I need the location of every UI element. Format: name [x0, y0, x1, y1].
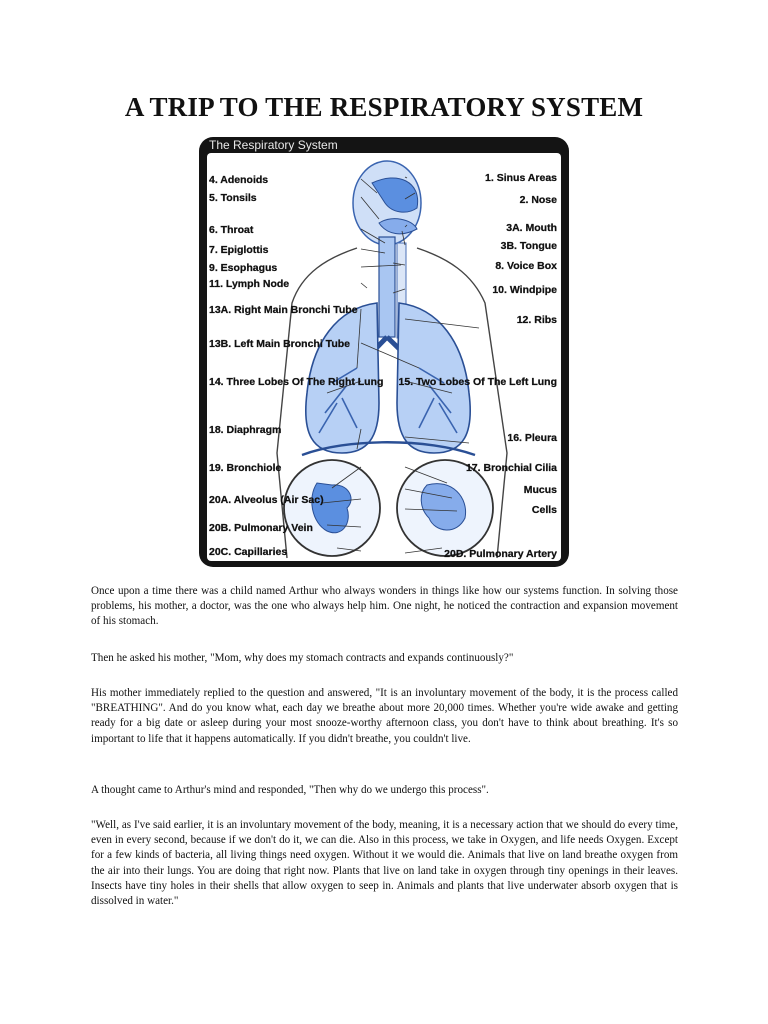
- figure-canvas: [207, 153, 561, 561]
- right-diagram-label-11: Cells: [531, 504, 557, 516]
- paragraph-answer: His mother immediately replied to the question and answered, "It is an involuntary movement of the body, it is the process called "BREATHING". And do you know what, each day we breathe about more 20,000 times. Whether you're wide awake and getting ready for a big date or asleep during your most snooze-worthy afternoon class, you don't have to think about breathing. It's so important to life that it happens automatically. If you didn't breathe, you couldn't live.: [91, 687, 678, 745]
- paragraph-question: Then he asked his mother, "Mom, why does my stomach contracts and expands continuously?": [91, 652, 514, 664]
- left-diagram-label-12: 20B. Pulmonary Vein: [209, 522, 313, 534]
- figure-header: The Respiratory System: [209, 138, 338, 152]
- respiratory-diagram-figure: [199, 137, 569, 567]
- right-diagram-label-1: 2. Nose: [519, 194, 557, 206]
- left-diagram-label-2: 6. Throat: [209, 224, 254, 236]
- left-diagram-label-8: 14. Three Lobes Of The Right Lung: [209, 376, 384, 388]
- left-diagram-label-13: 20C. Capillaries: [209, 546, 288, 558]
- right-diagram-label-4: 8. Voice Box: [495, 260, 557, 272]
- left-diagram-label-0: 4. Adenoids: [209, 174, 269, 186]
- paragraph-explanation: "Well, as I've said earlier, it is an involuntary movement of the body, meaning, it is a necessary action that we should do every time, even in every second, because if we don't do it, we can die. Also in this process, we take in Oxygen, and life needs Oxygen. Except for a few kinds of bacteria, all living things need oxygen. Without it we would die. Animals that live on land breathe oxygen from the air into their lungs. You are doing that right now. Plants that live on land take in oxygen through tiny openings in their leaves. Insects have tiny holes in their shells that allow oxygen to seep in. Animals and plants that live underwater absorb oxygen that is dissolved in water.": [91, 819, 678, 908]
- page-title: A TRIP TO THE RESPIRATORY SYSTEM: [124, 92, 644, 122]
- right-diagram-label-6: 12. Ribs: [516, 314, 557, 326]
- right-diagram-label-3: 3B. Tongue: [500, 240, 557, 252]
- left-diagram-label-7: 13B. Left Main Bronchi Tube: [209, 338, 350, 350]
- left-diagram-label-6: 13A. Right Main Bronchi Tube: [209, 304, 358, 316]
- right-diagram-label-5: 10. Windpipe: [492, 284, 557, 296]
- left-leader-line-5: [361, 283, 367, 288]
- right-diagram-label-2: 3A. Mouth: [506, 222, 557, 234]
- left-diagram-label-10: 19. Bronchiole: [209, 462, 282, 474]
- left-diagram-label-3: 7. Epiglottis: [209, 244, 269, 256]
- right-diagram-label-7: 15. Two Lobes Of The Left Lung: [398, 376, 557, 388]
- right-diagram-label-0: 1. Sinus Areas: [485, 172, 557, 184]
- paragraph-thought: A thought came to Arthur's mind and responded, "Then why do we undergo this process".: [91, 784, 489, 796]
- left-diagram-label-5: 11. Lymph Node: [209, 278, 290, 290]
- right-diagram-label-10: Mucus: [523, 484, 557, 496]
- respiratory-diagram: [207, 153, 561, 561]
- left-diagram-label-11: 20A. Alveolus (Air Sac): [209, 494, 324, 506]
- right-diagram-label-12: 20D. Pulmonary Artery: [444, 548, 557, 560]
- left-diagram-label-4: 9. Esophagus: [209, 262, 278, 274]
- left-diagram-label-9: 18. Diaphragm: [209, 424, 282, 436]
- right-diagram-label-8: 16. Pleura: [507, 432, 557, 444]
- paragraph-intro: Once upon a time there was a child named Arthur who always wonders in things like how our systems function. In solving those problems, his mother, a doctor, was the one who always help him. One night, he noticed the contraction and expansion movement of his stomach.: [91, 585, 678, 628]
- left-diagram-label-1: 5. Tonsils: [209, 192, 257, 204]
- right-diagram-label-9: 17. Bronchial Cilia: [465, 462, 557, 474]
